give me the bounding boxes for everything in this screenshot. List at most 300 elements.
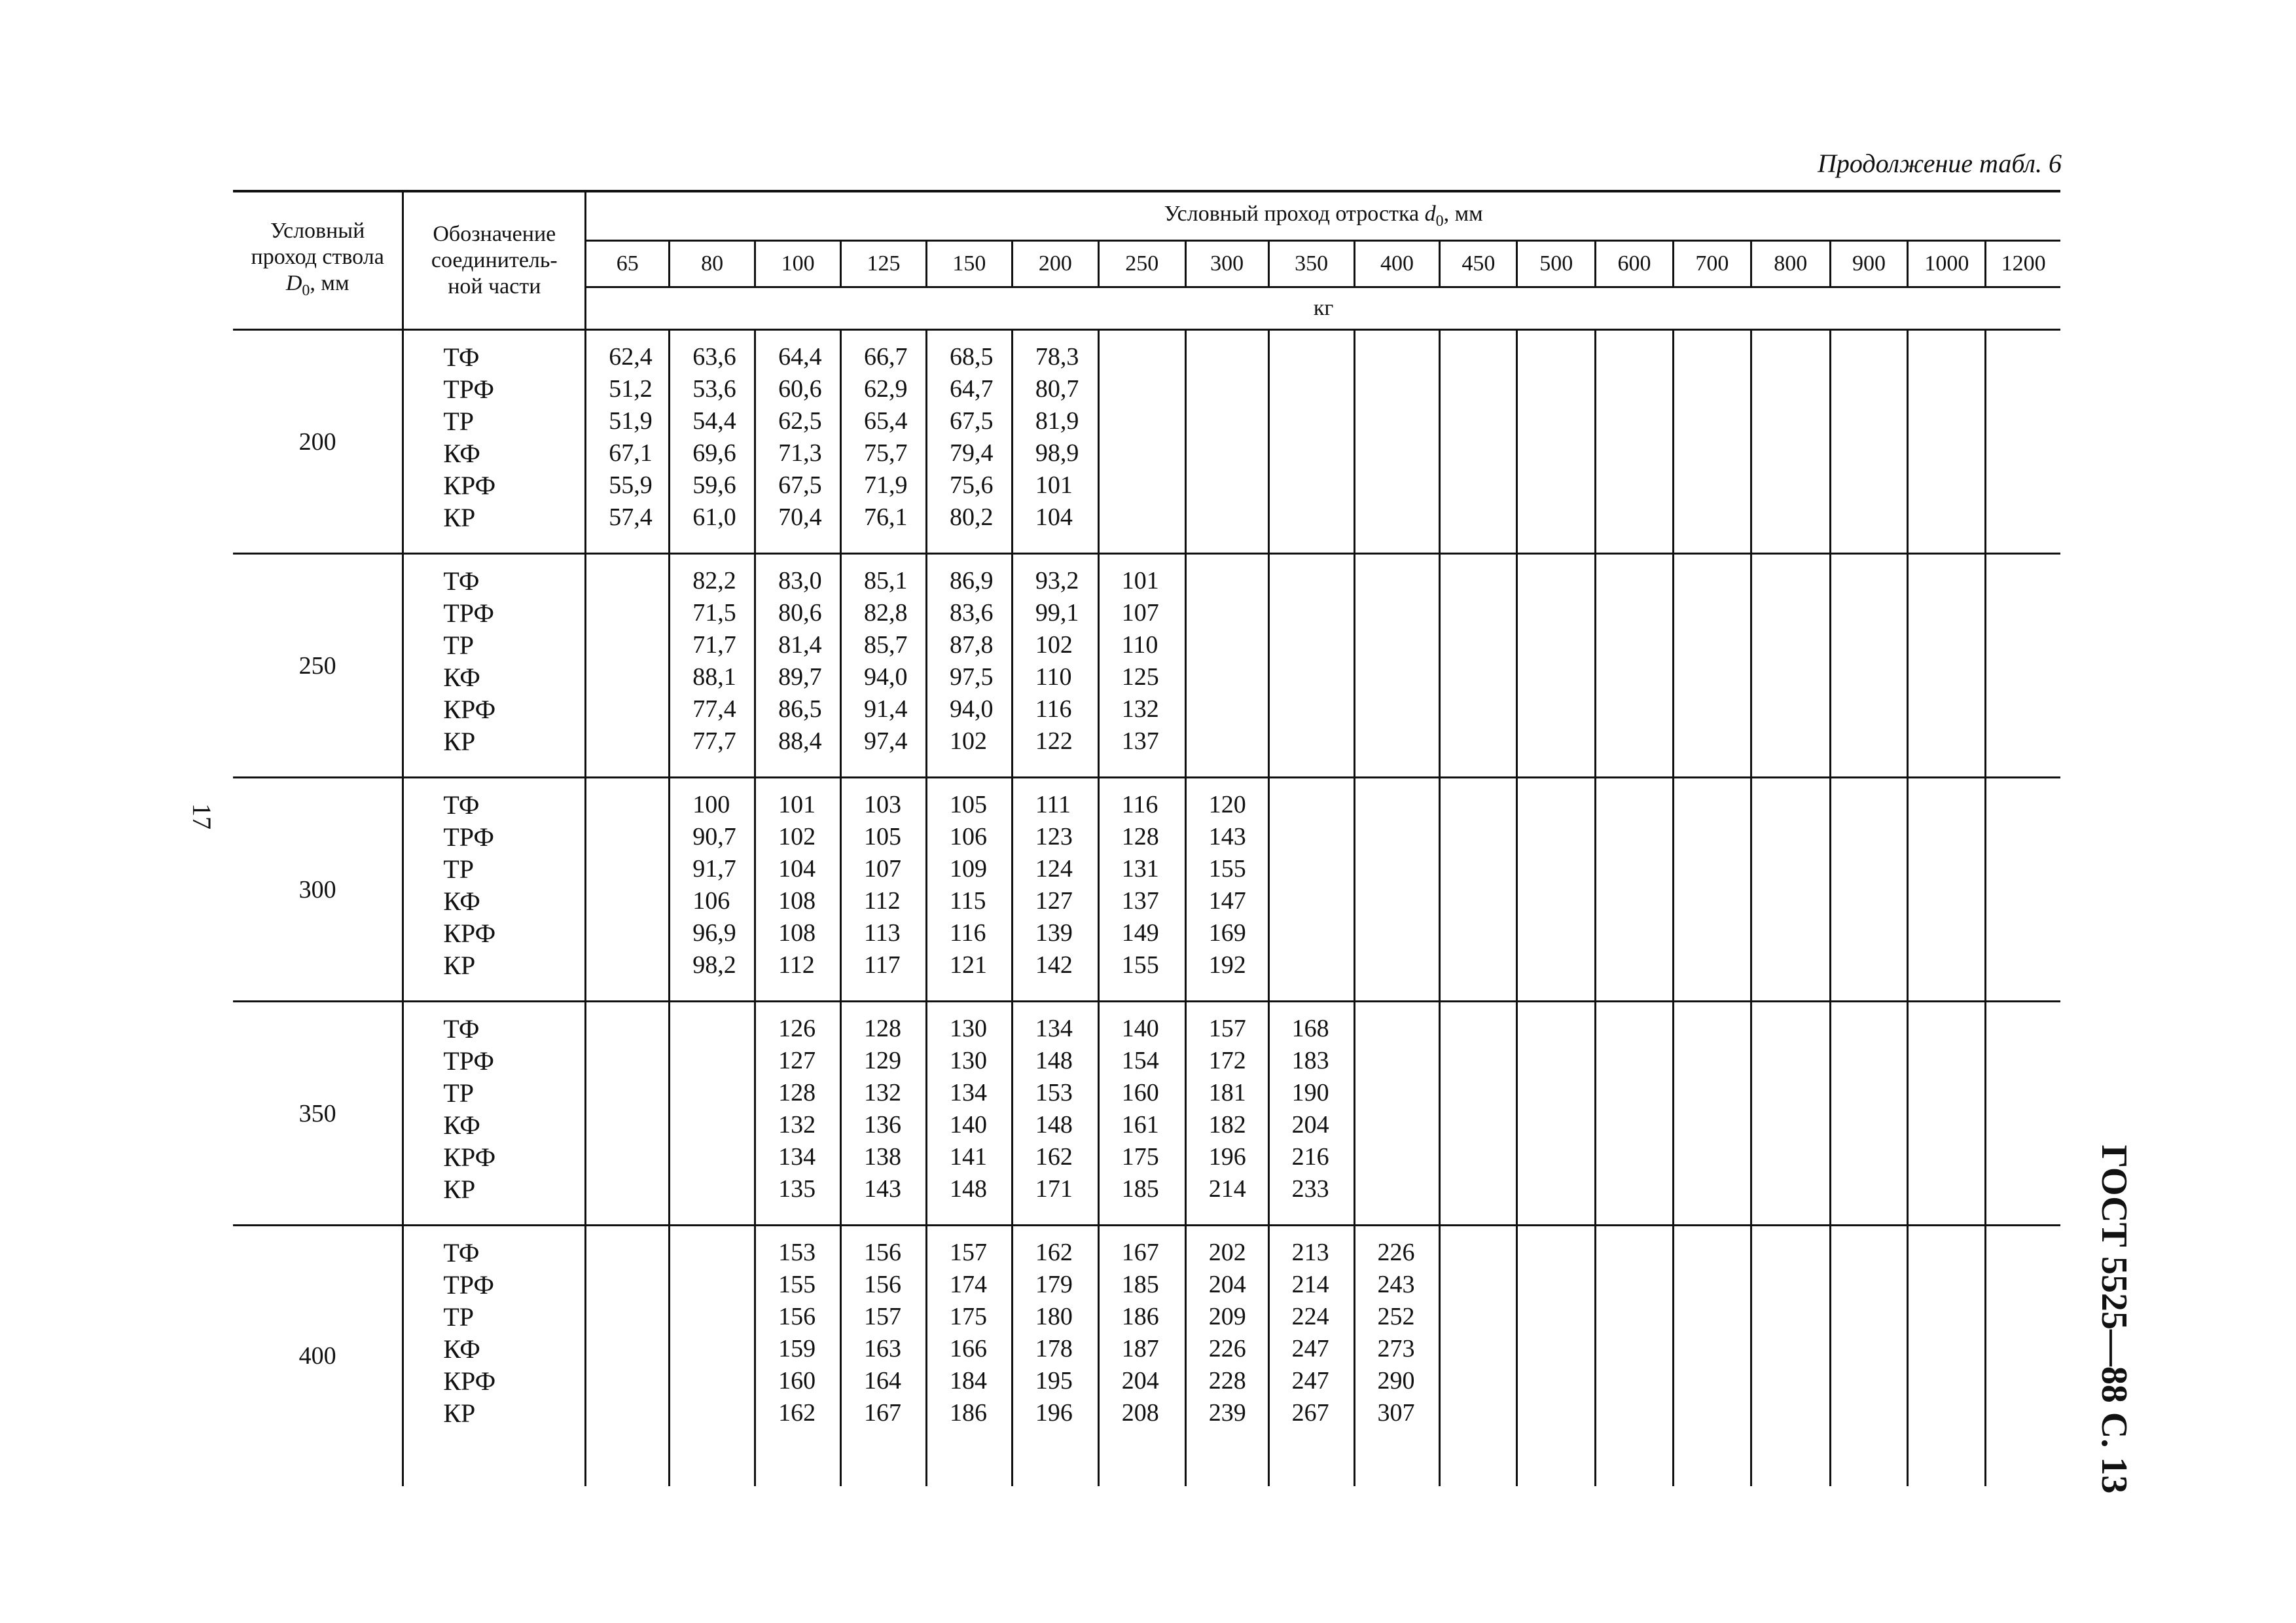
mass-value: 70,4: [778, 503, 822, 531]
value-cell: [1185, 1002, 1268, 1226]
value-cell: [1986, 1002, 2060, 1226]
designation-label: КФ: [443, 663, 480, 692]
value-cell: [1185, 330, 1268, 554]
value-cell: [670, 330, 755, 554]
value-cell: [1185, 1226, 1268, 1486]
column-header: 200: [1012, 241, 1098, 287]
mass-value: 153: [778, 1239, 816, 1266]
value-cell: [1098, 1226, 1185, 1486]
value-cell: [1908, 330, 1986, 554]
designation-label: ТФ: [443, 342, 480, 372]
table-row: [233, 330, 2060, 554]
designation-label: ТР: [443, 630, 475, 660]
header-trunk-bore: Условный проход ствола $D_0$, мм: [233, 191, 403, 330]
header-designation: Обозначение соединитель- ной части: [403, 191, 586, 330]
value-cell: [1830, 778, 1908, 1002]
value-cell: [1517, 1226, 1596, 1486]
value-cell: [1440, 778, 1517, 1002]
value-cell: [1098, 330, 1185, 554]
column-header: 600: [1596, 241, 1674, 287]
mass-value: 140: [949, 1111, 987, 1139]
mass-value: 101: [778, 791, 816, 818]
mass-value: 156: [864, 1271, 902, 1298]
value-cell: [1830, 554, 1908, 778]
mass-value: 85,7: [864, 631, 908, 659]
mass-value: 91,7: [692, 855, 736, 883]
mass-value: 69,6: [692, 439, 736, 467]
mass-value: 67,5: [949, 407, 994, 435]
value-cell: [1596, 330, 1674, 554]
mass-value: 110: [1035, 663, 1072, 691]
mass-value: 175: [1121, 1143, 1159, 1171]
mass-value: 121: [949, 951, 987, 979]
mass-value: 62,5: [778, 407, 822, 435]
mass-value: 186: [1121, 1303, 1159, 1330]
value-cell: [1986, 778, 2060, 1002]
value-cell: [1268, 1226, 1354, 1486]
mass-value: 89,7: [778, 663, 822, 691]
value-cell: [1596, 554, 1674, 778]
column-header: 250: [1098, 241, 1185, 287]
mass-value: 148: [949, 1175, 987, 1203]
mass-value: 97,5: [949, 663, 994, 691]
mass-value: 87,8: [949, 631, 994, 659]
mass-value: 65,4: [864, 407, 908, 435]
mass-value: 96,9: [692, 919, 736, 947]
column-header: 900: [1830, 241, 1908, 287]
designation-cell: [403, 1002, 586, 1226]
value-cell: [1268, 330, 1354, 554]
mass-value: 75,6: [949, 471, 994, 499]
mass-value: 148: [1035, 1047, 1073, 1074]
table-row: [233, 1226, 2060, 1486]
mass-value: 77,4: [692, 695, 736, 723]
value-cell: [1440, 1002, 1517, 1226]
designation-label: КРФ: [443, 919, 496, 948]
value-cell: [1440, 330, 1517, 554]
value-cell: [670, 778, 755, 1002]
mass-value: 67,1: [609, 439, 653, 467]
trunk-bore-cell: 300: [233, 778, 403, 1002]
mass-value: 290: [1377, 1367, 1415, 1395]
mass-value: 167: [1121, 1239, 1159, 1266]
mass-value: 94,0: [949, 695, 994, 723]
value-cell: [1986, 330, 2060, 554]
designation-cell: [403, 1226, 586, 1486]
value-cell: [1185, 778, 1268, 1002]
mass-value: 162: [1035, 1143, 1073, 1171]
designation-cell: [403, 778, 586, 1002]
value-cell: [1185, 554, 1268, 778]
mass-value: 156: [864, 1239, 902, 1266]
mass-value: 155: [1208, 855, 1246, 883]
designation-label: КРФ: [443, 695, 496, 724]
mass-value: 208: [1121, 1399, 1159, 1427]
mass-value: 204: [1208, 1271, 1246, 1298]
mass-value: 192: [1208, 951, 1246, 979]
mass-value: 129: [864, 1047, 902, 1074]
value-cell: [1098, 1002, 1185, 1226]
mass-value: 76,1: [864, 503, 908, 531]
mass-value: 132: [864, 1079, 902, 1106]
mass-value: 239: [1208, 1399, 1246, 1427]
mass-value: 111: [1035, 791, 1071, 818]
value-cell: [755, 1226, 841, 1486]
mass-value: 130: [949, 1047, 987, 1074]
column-header: 1200: [1986, 241, 2060, 287]
mass-value: 55,9: [609, 471, 653, 499]
mass-value: 134: [1035, 1015, 1073, 1042]
value-cell: [841, 1226, 927, 1486]
mass-value: 155: [1121, 951, 1159, 979]
trunk-bore-cell: 350: [233, 1002, 403, 1226]
column-header: 400: [1354, 241, 1440, 287]
mass-value: 137: [1121, 727, 1159, 755]
value-cell: [1268, 778, 1354, 1002]
mass-value: 214: [1291, 1271, 1329, 1298]
mass-value: 71,7: [692, 631, 736, 659]
value-cell: [586, 330, 670, 554]
mass-value: 100: [692, 791, 730, 818]
value-cell: [1012, 1002, 1098, 1226]
value-cell: [1673, 1226, 1751, 1486]
mass-value: 102: [778, 823, 816, 850]
mass-value: 157: [864, 1303, 902, 1330]
mass-value: 149: [1121, 919, 1159, 947]
value-cell: [1354, 1002, 1440, 1226]
mass-value: 75,7: [864, 439, 908, 467]
mass-value: 216: [1291, 1143, 1329, 1171]
value-cell: [1354, 330, 1440, 554]
table-caption: Продолжение табл. 6: [1817, 149, 2062, 178]
designation-label: ТР: [443, 407, 475, 436]
mass-value: 93,2: [1035, 567, 1079, 594]
mass-value: 155: [778, 1271, 816, 1298]
value-cell: [586, 1002, 670, 1226]
mass-value: 136: [864, 1111, 902, 1139]
designation-label: ТРФ: [443, 598, 494, 628]
mass-value: 81,9: [1035, 407, 1079, 435]
mass-value: 115: [949, 887, 986, 915]
mass-value: 127: [1035, 887, 1073, 915]
mass-value: 82,8: [864, 599, 908, 627]
mass-value: 162: [778, 1399, 816, 1427]
mass-value: 167: [864, 1399, 902, 1427]
mass-value: 273: [1377, 1335, 1415, 1362]
mass-value: 112: [864, 887, 901, 915]
mass-value: 62,4: [609, 343, 653, 371]
mass-value: 98,9: [1035, 439, 1079, 467]
designation-label: ТР: [443, 1078, 475, 1108]
value-cell: [1098, 554, 1185, 778]
trunk-bore-cell: 250: [233, 554, 403, 778]
value-cell: [926, 1002, 1012, 1226]
mass-value: 156: [778, 1303, 816, 1330]
value-cell: [755, 330, 841, 554]
mass-value: 186: [949, 1399, 987, 1427]
mass-value: 62,9: [864, 375, 908, 403]
designation-label: ТРФ: [443, 1046, 494, 1076]
mass-value: 181: [1208, 1079, 1246, 1106]
mass-value: 117: [864, 951, 901, 979]
mass-value: 64,4: [778, 343, 822, 371]
value-cell: [1830, 1002, 1908, 1226]
value-cell: [670, 554, 755, 778]
mass-value: 85,1: [864, 567, 908, 594]
mass-value: 101: [1035, 471, 1073, 499]
value-cell: [841, 778, 927, 1002]
mass-value: 174: [949, 1271, 987, 1298]
mass-value: 184: [949, 1367, 987, 1395]
mass-value: 164: [864, 1367, 902, 1395]
value-cell: [755, 554, 841, 778]
mass-value: 107: [1121, 599, 1159, 627]
designation-label: КР: [443, 503, 476, 532]
mass-value: 86,9: [949, 567, 994, 594]
value-cell: [1830, 1226, 1908, 1486]
mass-value: 101: [1121, 567, 1159, 594]
value-cell: [1517, 554, 1596, 778]
mass-value: 97,4: [864, 727, 908, 755]
mass-value: 187: [1121, 1335, 1159, 1362]
value-cell: [841, 554, 927, 778]
mass-value: 196: [1035, 1399, 1073, 1427]
value-cell: [1673, 554, 1751, 778]
mass-value: 132: [1121, 695, 1159, 723]
value-cell: [1751, 778, 1830, 1002]
value-cell: [1268, 1002, 1354, 1226]
mass-value: 54,4: [692, 407, 736, 435]
mass-value: 59,6: [692, 471, 736, 499]
value-cell: [670, 1226, 755, 1486]
mass-value: 83,6: [949, 599, 994, 627]
designation-label: ТРФ: [443, 1270, 494, 1300]
mass-value: 88,1: [692, 663, 736, 691]
value-cell: [1596, 1002, 1674, 1226]
mass-value: 116: [1121, 791, 1158, 818]
mass-value: 57,4: [609, 503, 653, 531]
mass-value: 178: [1035, 1335, 1073, 1362]
mass-value: 104: [1035, 503, 1073, 531]
column-header: 300: [1185, 241, 1268, 287]
weights-table: [233, 190, 2060, 1486]
value-cell: [1908, 1226, 1986, 1486]
mass-value: 116: [1035, 695, 1072, 723]
mass-value: 124: [1035, 855, 1073, 883]
mass-value: 169: [1208, 919, 1246, 947]
designation-label: ТР: [443, 1302, 475, 1332]
mass-value: 79,4: [949, 439, 994, 467]
mass-value: 140: [1121, 1015, 1159, 1042]
mass-value: 228: [1208, 1367, 1246, 1395]
mass-value: 125: [1121, 663, 1159, 691]
mass-value: 80,6: [778, 599, 822, 627]
column-header: 350: [1268, 241, 1354, 287]
value-cell: [1986, 1226, 2060, 1486]
column-header: 450: [1440, 241, 1517, 287]
designation-label: КФ: [443, 1110, 480, 1140]
value-cell: [926, 554, 1012, 778]
mass-value: 161: [1121, 1111, 1159, 1139]
value-cell: [755, 1002, 841, 1226]
mass-value: 147: [1208, 887, 1246, 915]
page-number: 17: [187, 803, 217, 830]
value-cell: [1751, 1226, 1830, 1486]
mass-value: 134: [949, 1079, 987, 1106]
trunk-bore-cell: 400: [233, 1226, 403, 1486]
value-cell: [1012, 330, 1098, 554]
mass-value: 131: [1121, 855, 1159, 883]
mass-value: 252: [1377, 1303, 1415, 1330]
value-cell: [1908, 554, 1986, 778]
mass-value: 142: [1035, 951, 1073, 979]
value-cell: [1596, 1226, 1674, 1486]
mass-value: 204: [1291, 1111, 1329, 1139]
value-cell: [1517, 1002, 1596, 1226]
mass-value: 172: [1208, 1047, 1246, 1074]
value-cell: [1751, 554, 1830, 778]
mass-value: 106: [692, 887, 730, 915]
column-header: 80: [670, 241, 755, 287]
mass-value: 88,4: [778, 727, 822, 755]
designation-label: ТРФ: [443, 822, 494, 852]
mass-value: 143: [864, 1175, 902, 1203]
mass-value: 94,0: [864, 663, 908, 691]
value-cell: [1012, 778, 1098, 1002]
mass-value: 139: [1035, 919, 1073, 947]
mass-value: 67,5: [778, 471, 822, 499]
mass-value: 64,7: [949, 375, 994, 403]
mass-value: 226: [1377, 1239, 1415, 1266]
mass-value: 109: [949, 855, 987, 883]
value-cell: [1908, 778, 1986, 1002]
mass-value: 175: [949, 1303, 987, 1330]
mass-value: 141: [949, 1143, 987, 1171]
mass-value: 108: [778, 887, 816, 915]
value-cell: [1440, 1226, 1517, 1486]
mass-value: 80,2: [949, 503, 994, 531]
mass-value: 102: [1035, 631, 1073, 659]
mass-value: 122: [1035, 727, 1073, 755]
mass-value: 116: [949, 919, 986, 947]
mass-value: 159: [778, 1335, 816, 1362]
mass-value: 98,2: [692, 951, 736, 979]
table-row: [233, 778, 2060, 1002]
mass-value: 83,0: [778, 567, 822, 594]
mass-value: 153: [1035, 1079, 1073, 1106]
mass-value: 138: [864, 1143, 902, 1171]
mass-value: 185: [1121, 1175, 1159, 1203]
mass-value: 134: [778, 1143, 816, 1171]
value-cell: [1268, 554, 1354, 778]
mass-value: 78,3: [1035, 343, 1079, 371]
mass-value: 91,4: [864, 695, 908, 723]
mass-value: 247: [1291, 1367, 1329, 1395]
mass-value: 162: [1035, 1239, 1073, 1266]
mass-value: 106: [949, 823, 987, 850]
mass-value: 185: [1121, 1271, 1159, 1298]
column-header: 800: [1751, 241, 1830, 287]
mass-value: 51,2: [609, 375, 653, 403]
designation-label: КФ: [443, 439, 480, 468]
mass-value: 66,7: [864, 343, 908, 371]
value-cell: [1517, 330, 1596, 554]
mass-value: 110: [1121, 631, 1158, 659]
mass-value: 103: [864, 791, 902, 818]
mass-value: 166: [949, 1335, 987, 1362]
mass-value: 104: [778, 855, 816, 883]
value-cell: [1751, 330, 1830, 554]
value-cell: [1596, 778, 1674, 1002]
value-cell: [1751, 1002, 1830, 1226]
mass-value: 196: [1208, 1143, 1246, 1171]
table-row: [233, 554, 2060, 778]
designation-label: КРФ: [443, 1142, 496, 1172]
mass-value: 105: [949, 791, 987, 818]
mass-value: 190: [1291, 1079, 1329, 1106]
mass-value: 243: [1377, 1271, 1415, 1298]
value-cell: [1012, 554, 1098, 778]
mass-value: 267: [1291, 1399, 1329, 1427]
value-cell: [1098, 778, 1185, 1002]
value-cell: [841, 1002, 927, 1226]
designation-label: КР: [443, 1398, 476, 1428]
designation-label: КФ: [443, 1334, 480, 1364]
designation-label: КРФ: [443, 471, 496, 500]
value-cell: [586, 778, 670, 1002]
mass-value: 123: [1035, 823, 1073, 850]
mass-value: 214: [1208, 1175, 1246, 1203]
mass-value: 137: [1121, 887, 1159, 915]
column-header: 100: [755, 241, 841, 287]
header-branch-bore: Условный проход отростка $d_0$, мм: [586, 191, 2060, 241]
value-cell: [1673, 778, 1751, 1002]
value-cell: [926, 1226, 1012, 1486]
value-cell: [586, 554, 670, 778]
column-header: 150: [926, 241, 1012, 287]
mass-value: 180: [1035, 1303, 1073, 1330]
value-cell: [1908, 1002, 1986, 1226]
mass-value: 86,5: [778, 695, 822, 723]
mass-value: 157: [949, 1239, 987, 1266]
designation-label: КФ: [443, 886, 480, 916]
mass-value: 171: [1035, 1175, 1073, 1203]
mass-value: 132: [778, 1111, 816, 1139]
value-cell: [1986, 554, 2060, 778]
value-cell: [755, 778, 841, 1002]
mass-value: 154: [1121, 1047, 1159, 1074]
value-cell: [1673, 330, 1751, 554]
mass-value: 247: [1291, 1335, 1329, 1362]
standard-label: ГОСТ 5525—88 С. 13: [2094, 1144, 2134, 1494]
value-cell: [1440, 554, 1517, 778]
mass-value: 126: [778, 1015, 816, 1042]
value-cell: [1830, 330, 1908, 554]
mass-value: 51,9: [609, 407, 653, 435]
mass-value: 71,3: [778, 439, 822, 467]
mass-value: 182: [1208, 1111, 1246, 1139]
designation-label: ТФ: [443, 1014, 480, 1044]
designation-cell: [403, 554, 586, 778]
mass-value: 60,6: [778, 375, 822, 403]
designation-label: КР: [443, 727, 476, 756]
mass-value: 102: [949, 727, 987, 755]
mass-value: 81,4: [778, 631, 822, 659]
column-header: 1000: [1908, 241, 1986, 287]
mass-value: 120: [1208, 791, 1246, 818]
mass-value: 202: [1208, 1239, 1246, 1266]
designation-label: ТФ: [443, 566, 480, 596]
